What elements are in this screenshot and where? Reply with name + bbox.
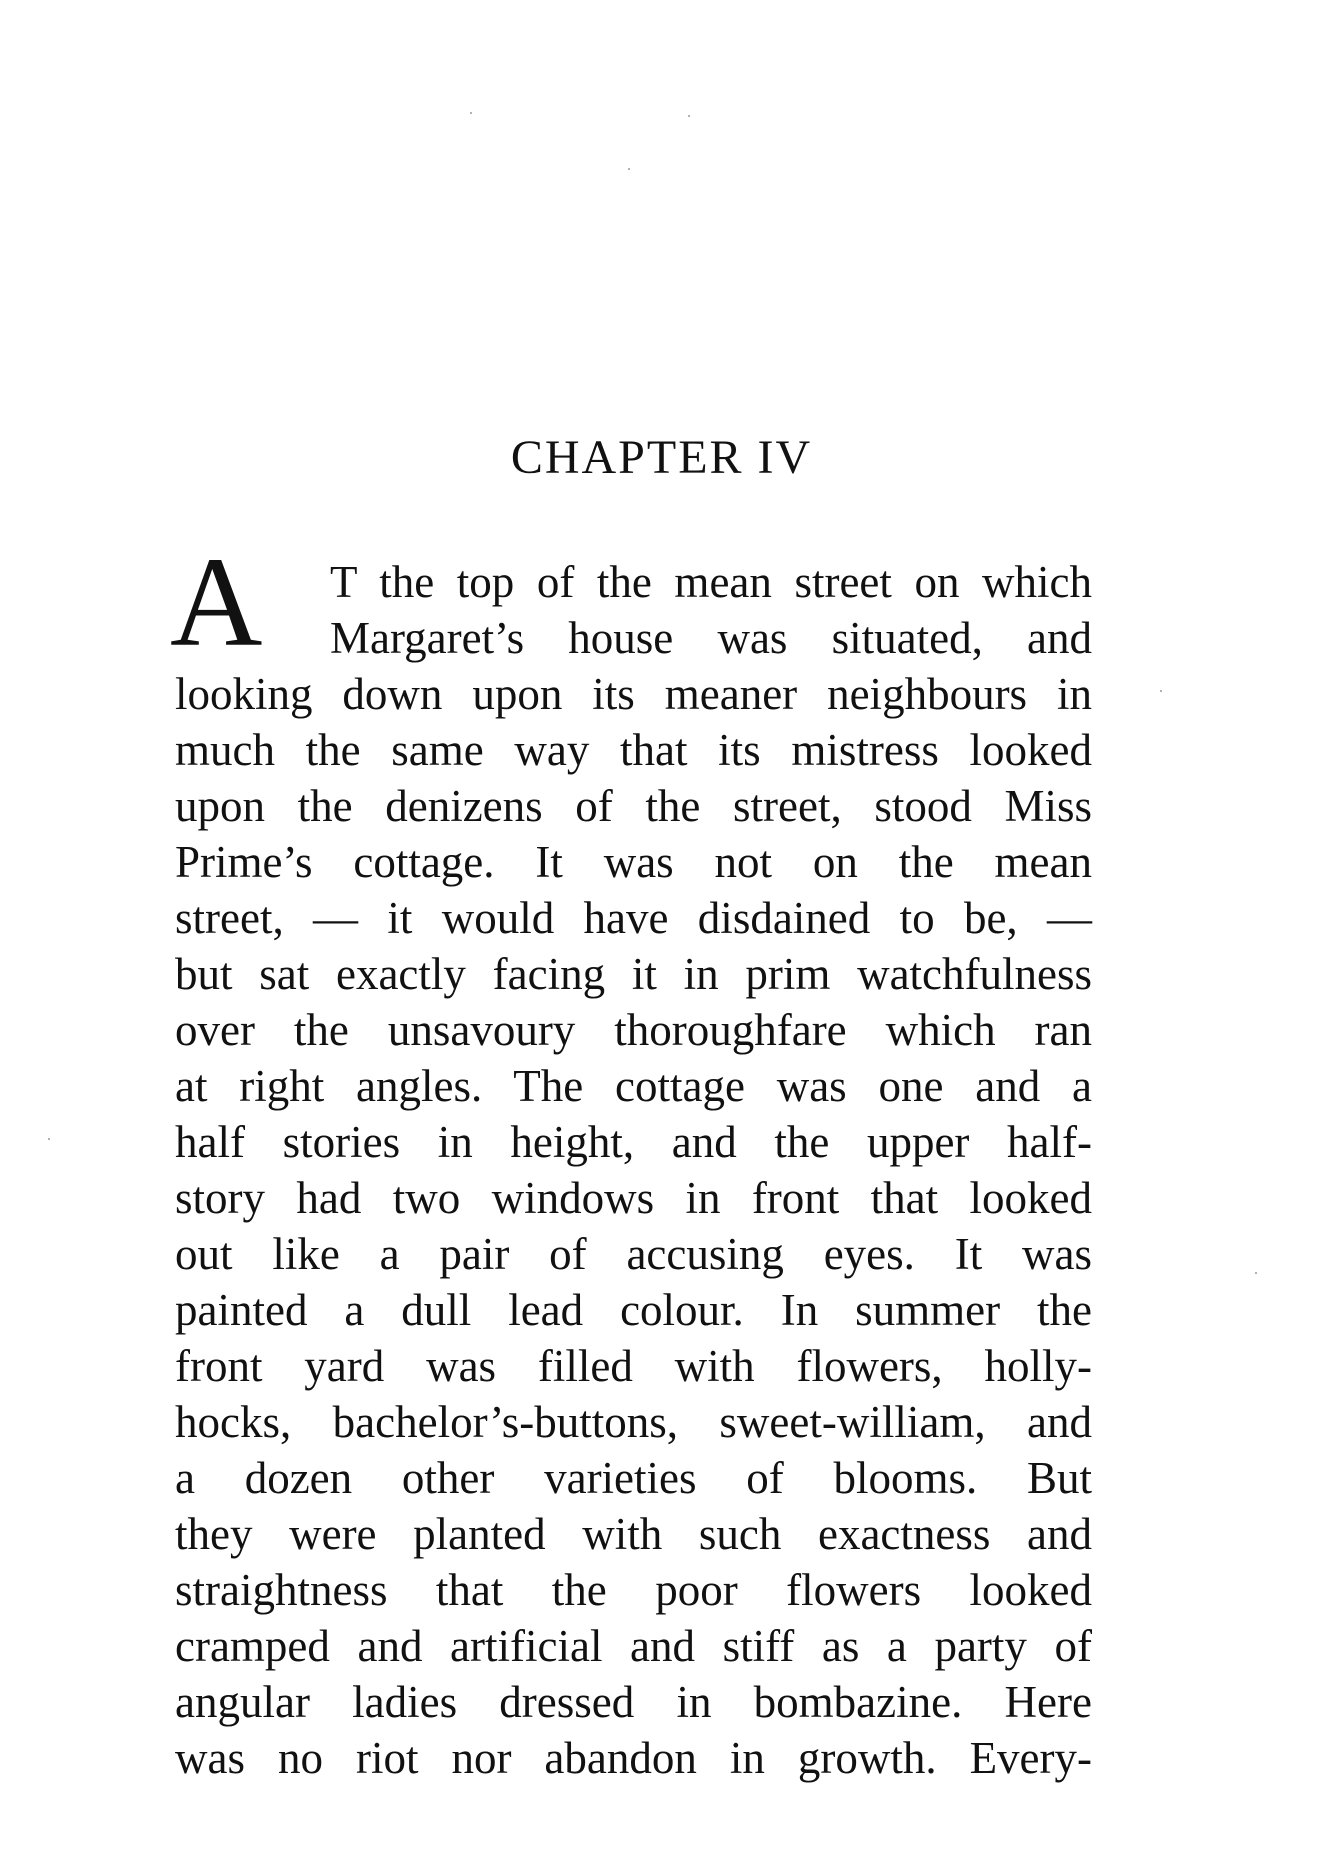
text-line: hocks, bachelor’s-buttons, sweet-william, and — [175, 1397, 1092, 1447]
text-line: front yard was filled with flowers, holly- — [175, 1341, 1092, 1391]
text-line: over the unsavoury thoroughfare which ran — [175, 1005, 1092, 1055]
text-line: out like a pair of accusing eyes. It was — [175, 1229, 1092, 1279]
text-line: story had two windows in front that looked — [175, 1173, 1092, 1223]
paper-speck — [1160, 690, 1162, 692]
text-line: a dozen other varieties of blooms. But — [175, 1453, 1092, 1503]
paper-speck — [470, 112, 472, 114]
paper-speck — [688, 115, 690, 117]
text-line: they were planted with such exactness and — [175, 1509, 1092, 1559]
text-line: was no riot nor abandon in growth. Every- — [175, 1733, 1092, 1783]
text-line: T the top of the mean street on which — [330, 557, 1092, 607]
text-line: straightness that the poor flowers looked — [175, 1565, 1092, 1615]
text-line: painted a dull lead colour. In summer the — [175, 1285, 1092, 1335]
paper-speck — [1255, 1272, 1257, 1274]
text-line: at right angles. The cottage was one and a — [175, 1061, 1092, 1111]
paper-speck — [48, 1138, 50, 1140]
text-line: Prime’s cottage. It was not on the mean — [175, 837, 1092, 887]
text-line: Margaret’s house was situated, and — [330, 613, 1092, 663]
text-line: street, — it would have disdained to be, — — [175, 893, 1092, 943]
text-line: half stories in height, and the upper half- — [175, 1117, 1092, 1167]
text-line: angular ladies dressed in bombazine. Here — [175, 1677, 1092, 1727]
chapter-title: CHAPTER IV — [510, 431, 813, 484]
text-line: much the same way that its mistress looked — [175, 725, 1092, 775]
text-line: but sat exactly facing it in prim watchfulness — [175, 949, 1092, 999]
paper-speck — [628, 168, 630, 170]
text-line: upon the denizens of the street, stood Miss — [175, 781, 1092, 831]
drop-cap: A — [170, 531, 263, 673]
text-line: looking down upon its meaner neighbours in — [175, 669, 1092, 719]
text-line: cramped and artificial and stiff as a party of — [175, 1621, 1092, 1671]
